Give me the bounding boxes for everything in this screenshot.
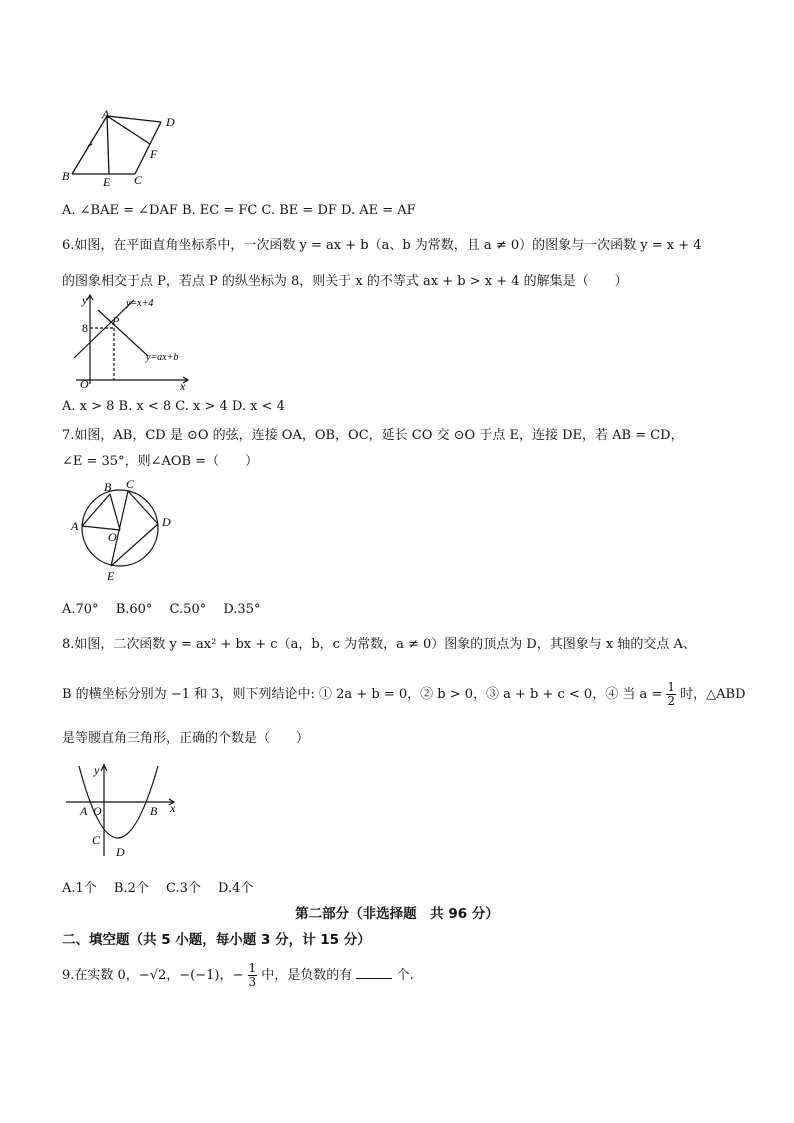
q6-stem-line2: 的图象相交于点 P，若点 P 的纵坐标为 8，则关于 x 的不等式 ax + b > x + 4 的解集是（ ） [62,274,628,289]
section-title: 二、填空题（共 5 小题，每小题 3 分，计 15 分） [62,932,371,948]
q8-stem-line2 [62,681,746,708]
q8-stem-line1: 8.如图，二次函数 y = ax² + bx + c（a，b，c 为常数，a ≠ 0）图象的顶点为 D，其图象与 x 轴的交点 A、 [62,637,696,652]
q5-label-b: B [62,169,70,183]
q8-label-c: C [92,833,101,847]
q6-label-y: y [82,293,88,307]
q5-figure [60,108,190,188]
q9-frac-den: 3 [248,975,257,989]
q9-fraction [248,962,258,989]
q8-options: A.1个 B.2个 C.3个 D.4个 [62,881,254,896]
q9-stem [62,962,414,989]
q8-fraction [666,681,676,708]
q6-figure [68,292,198,392]
q8-frac-den: 2 [667,694,676,708]
q8-label-o: O [93,804,102,818]
part2-title: 第二部分（非选择题 共 96 分） [295,906,499,922]
q7-label-c: C [126,478,135,491]
q8-label-y: y [94,763,100,777]
q6-stem-line1: 6.如图，在平面直角坐标系中，一次函数 y = ax + b（a、b 为常数，且 a ≠ 0）的图象与一次函数 y = x + 4 [62,238,702,253]
q5-label-d: D [166,115,175,129]
q7-label-o: O [108,530,117,544]
q6-label-line2: y=ax+b [146,352,179,363]
q9-stem-text: 9.在实数 0，−√2，−(−1)，− [62,968,244,983]
q9-stem-text-post: 中，是负数的有 [261,968,353,983]
q7-figure [68,478,178,586]
q8-line2-text: B 的横坐标分别为 −1 和 3，则下列结论中: ① 2a + b = 0，② b > 0，③ a + b + c < 0，④ 当 a = [62,687,663,702]
q5-label-e: E [103,175,111,188]
q5-label-c: C [134,173,143,187]
q8-stem-line3: 是等腰直角三角形，正确的个数是（ ） [62,731,310,746]
q8-label-x: x [170,801,176,815]
q8-figure [62,760,182,860]
q6-label-eight: 8 [82,321,88,335]
q5-label-f: F [150,147,158,161]
q6-label-o: O [80,377,89,391]
q6-label-x: x [180,379,186,392]
q7-label-b: B [104,480,112,494]
q7-label-e: E [107,569,115,583]
q7-stem-line1: 7.如图，AB，CD 是 ⊙O 的弦，连接 OA，OB，OC，延长 CO 交 ⊙O 于点 E，连接 DE，若 AB = CD， [62,428,684,443]
q9-frac-num: 1 [248,961,257,975]
q8-line2-tail: 时，△ABD [680,687,746,702]
q8-frac-num: 1 [667,680,676,694]
q7-stem-line2: ∠E = 35°，则∠AOB =（ ） [62,454,259,469]
q6-options: A. x > 8 B. x < 8 C. x > 4 D. x < 4 [62,399,285,414]
q9-answer-blank[interactable] [356,966,392,979]
q6-label-p: P [112,314,120,328]
q7-options: A.70° B.60° C.50° D.35° [62,602,261,617]
q6-label-line1: y=x+4 [126,298,154,309]
q7-label-a: A [71,519,79,533]
q8-label-b: B [150,804,158,818]
q5-label-a: A [102,108,110,121]
q8-label-d: D [116,845,125,859]
q8-label-a: A [80,804,88,818]
q5-options: A. ∠BAE = ∠DAF B. EC = FC C. BE = DF D. AE = AF [62,203,416,218]
q7-label-d: D [162,515,171,529]
q9-stem-tail: 个. [396,968,414,983]
